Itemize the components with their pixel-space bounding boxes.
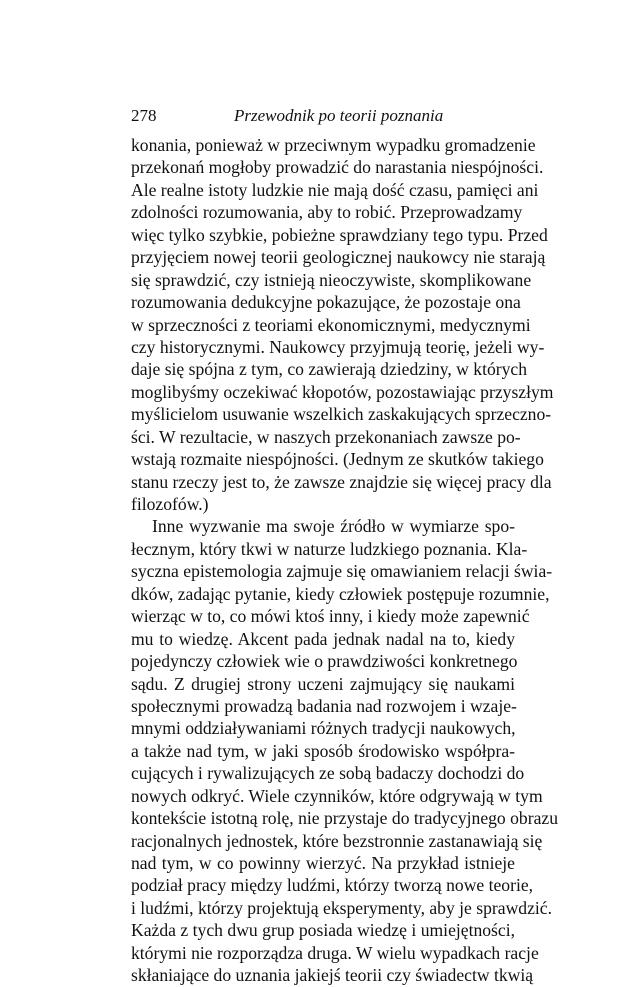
text-line: mu to wiedzę. Akcent pada jednak nadal na to, kiedy	[131, 628, 515, 649]
text-line: nad tym, w co powinny wierzyć. Na przykład istnieje	[131, 853, 515, 873]
text-line: mnymi oddziaływaniami różnych tradycji naukowych,	[131, 718, 516, 739]
text-line: syczna epistemologia zajmuje się omawianiem relacji świa-	[131, 561, 553, 582]
text-line: społecznymi prowadzą badania nad rozwojem i wzaje-	[131, 695, 517, 716]
text-line: wstają rozmaite niespójności. (Jednym ze skutków takiego	[131, 449, 544, 470]
text-line: myślicielom usuwanie wszelkich zaskakujących sprzeczno-	[131, 404, 552, 425]
text-line: nowych odkryć. Wiele czynników, które odgrywają w tym	[131, 785, 543, 806]
text-line: moglibyśmy oczekiwać kłopotów, pozostawiając przyszłym	[131, 381, 554, 402]
text-line: pojedynczy człowiek wie o prawdziwości konkretnego	[131, 651, 518, 672]
text-line: podział pracy między ludźmi, którzy tworzą nowe teorie,	[131, 875, 534, 896]
text-line: przekonań mogłoby prowadzić do narastania niespójności.	[131, 157, 544, 178]
page-number: 278	[131, 106, 157, 125]
text-line: skłaniające do uznania jakiejś teorii czy świadectw tkwią	[131, 965, 534, 986]
text-line: konania, ponieważ w przeciwnym wypadku gromadzenie	[131, 135, 536, 155]
text-line: w sprzeczności z teoriami ekonomicznymi, medycznymi	[131, 314, 531, 335]
text-line: którymi nie rozporządza druga. W wielu wypadkach racje	[131, 942, 539, 963]
text-line: i ludźmi, którzy projektują eksperymenty, aby je sprawdzić.	[131, 897, 552, 918]
text-line: więc tylko szybkie, pobieżne sprawdziany tego typu. Przed	[131, 224, 548, 245]
running-head	[131, 105, 515, 127]
text-line: a także nad tym, w jaki sposób środowisko współpra-	[131, 740, 515, 761]
text-line: dków, zadając pytanie, kiedy człowiek postępuje rozumnie,	[131, 583, 550, 604]
text-line: rozumowania dedukcyjne pokazujące, że pozostaje ona	[131, 292, 521, 313]
text-line: kontekście istotną rolę, nie przystaje do tradycyjnego obrazu	[131, 808, 558, 829]
text-line-paragraph-end: filozofów.)	[131, 494, 209, 514]
text-line: zdolności rozumowania, aby to robić. Przeprowadzamy	[131, 202, 523, 223]
text-line: czy historycznymi. Naukowcy przyjmują teorię, jeżeli wy-	[131, 336, 545, 357]
text-line: stanu rzeczy jest to, że zawsze znajdzie się więcej pracy dla	[131, 471, 552, 492]
text-line: wierząc w to, co mówi ktoś inny, i kiedy może zapewnić	[131, 606, 530, 627]
text-line: racjonalnych jednostek, które bezstronnie zastanawiają się	[131, 830, 543, 851]
text-line: Ale realne istoty ludzkie nie mają dość czasu, pamięci ani	[131, 179, 539, 200]
body-text	[131, 134, 558, 987]
text-line: przyjęciem nowej teorii geologicznej naukowcy nie starają	[131, 247, 546, 268]
text-line: się sprawdzić, czy istnieją nieoczywiste, skomplikowane	[131, 269, 532, 290]
running-title: Przewodnik po teorii poznania	[234, 106, 444, 125]
text-line-paragraph-start: Inne wyzwanie ma swoje źródło w wymiarze spo-	[152, 516, 515, 537]
text-line: daje się spójna z tym, co zawierają dziedziny, w których	[131, 359, 528, 380]
text-line: sądu. Z drugiej strony uczeni zajmujący się naukami	[131, 673, 515, 694]
text-line: ści. W rezultacie, w naszych przekonaniach zawsze po-	[131, 426, 521, 447]
text-line: łecznym, który tkwi w naturze ludzkiego poznania. Kla-	[131, 538, 528, 559]
text-line: cujących i rywalizujących ze sobą badaczy dochodzi do	[131, 763, 525, 784]
text-line: Każda z tych dwu grup posiada wiedzę i umiejętności,	[131, 920, 515, 941]
